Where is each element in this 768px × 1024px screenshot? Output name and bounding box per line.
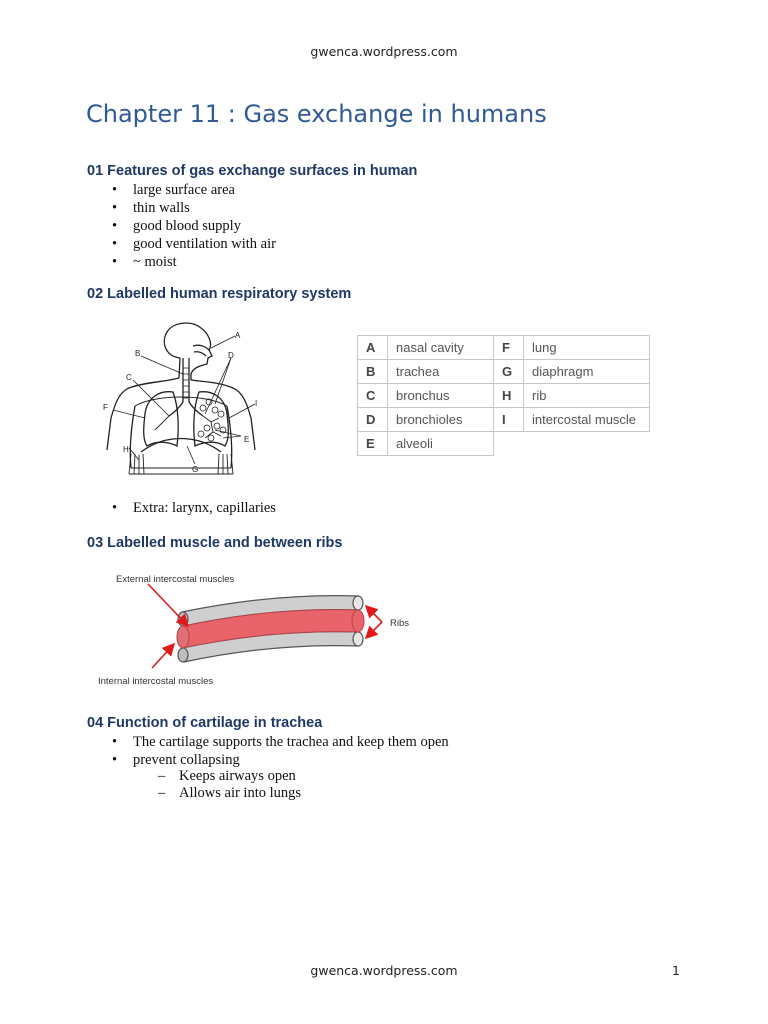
- legend-key: F: [494, 336, 524, 360]
- legend-key: G: [494, 360, 524, 384]
- page-title: Chapter 11 : Gas exchange in humans: [86, 100, 547, 128]
- diagram-label-b: B: [135, 349, 141, 358]
- list-item: • large surface area: [112, 181, 276, 199]
- table-row: [358, 432, 650, 456]
- diagram-label-f: F: [103, 403, 108, 412]
- legend-value: alveoli: [388, 432, 494, 456]
- diagram-label-i: I: [255, 399, 258, 408]
- table-row: [358, 408, 650, 432]
- internal-intercostal-label: Internal intercostal muscles: [98, 676, 214, 687]
- ribs-label: Ribs: [390, 618, 410, 629]
- legend-key: C: [358, 384, 388, 408]
- intercostal-muscles-diagram: [90, 568, 430, 692]
- list-item: • ~ moist: [112, 253, 276, 271]
- section-2-extra-list: [112, 499, 276, 517]
- table-row: [358, 360, 650, 384]
- list-item: • thin walls: [112, 199, 276, 217]
- page-number: 1: [672, 963, 680, 978]
- section-4-heading: 04 Function of cartilage in trachea: [87, 715, 323, 731]
- diagram-label-a: A: [235, 331, 241, 340]
- legend-value: intercostal muscle: [524, 408, 650, 432]
- diagram-label-c: C: [126, 373, 132, 382]
- respiratory-system-diagram: [95, 318, 270, 478]
- list-item: • good blood supply: [112, 217, 276, 235]
- section-3-heading: 03 Labelled muscle and between ribs: [87, 535, 343, 551]
- legend-value: bronchioles: [388, 408, 494, 432]
- legend-key: I: [494, 408, 524, 432]
- list-item: • Extra: larynx, capillaries: [112, 499, 276, 517]
- legend-key: H: [494, 384, 524, 408]
- page-footer: gwenca.wordpress.com: [310, 963, 458, 978]
- list-item: • prevent collapsing: [112, 751, 449, 769]
- diagram-label-d: D: [228, 351, 234, 360]
- section-1-heading: 01 Features of gas exchange surfaces in human: [87, 163, 418, 179]
- diagram-label-g: G: [192, 465, 199, 474]
- section-4-sublist: [158, 768, 301, 802]
- list-item: – Allows air into lungs: [158, 785, 301, 802]
- table-row: [358, 384, 650, 408]
- legend-key: B: [358, 360, 388, 384]
- legend-value: nasal cavity: [388, 336, 494, 360]
- list-item: • good ventilation with air: [112, 235, 276, 253]
- respiratory-legend-table: [357, 335, 650, 456]
- legend-value: trachea: [388, 360, 494, 384]
- external-intercostal-label: External intercostal muscles: [116, 574, 235, 585]
- legend-value: diaphragm: [524, 360, 650, 384]
- legend-value: lung: [524, 336, 650, 360]
- diagram-label-h: H: [123, 445, 129, 454]
- legend-key: A: [358, 336, 388, 360]
- legend-value: bronchus: [388, 384, 494, 408]
- diagram-label-e: E: [244, 435, 250, 444]
- section-2-heading: 02 Labelled human respiratory system: [87, 286, 352, 302]
- list-item: • The cartilage supports the trachea and keep them open: [112, 733, 449, 751]
- legend-key: E: [358, 432, 388, 456]
- page-header: gwenca.wordpress.com: [310, 44, 458, 59]
- legend-key: D: [358, 408, 388, 432]
- list-item: – Keeps airways open: [158, 768, 301, 785]
- section-4-list: [112, 733, 449, 769]
- legend-value: rib: [524, 384, 650, 408]
- table-row: [358, 336, 650, 360]
- section-1-list: [112, 181, 276, 271]
